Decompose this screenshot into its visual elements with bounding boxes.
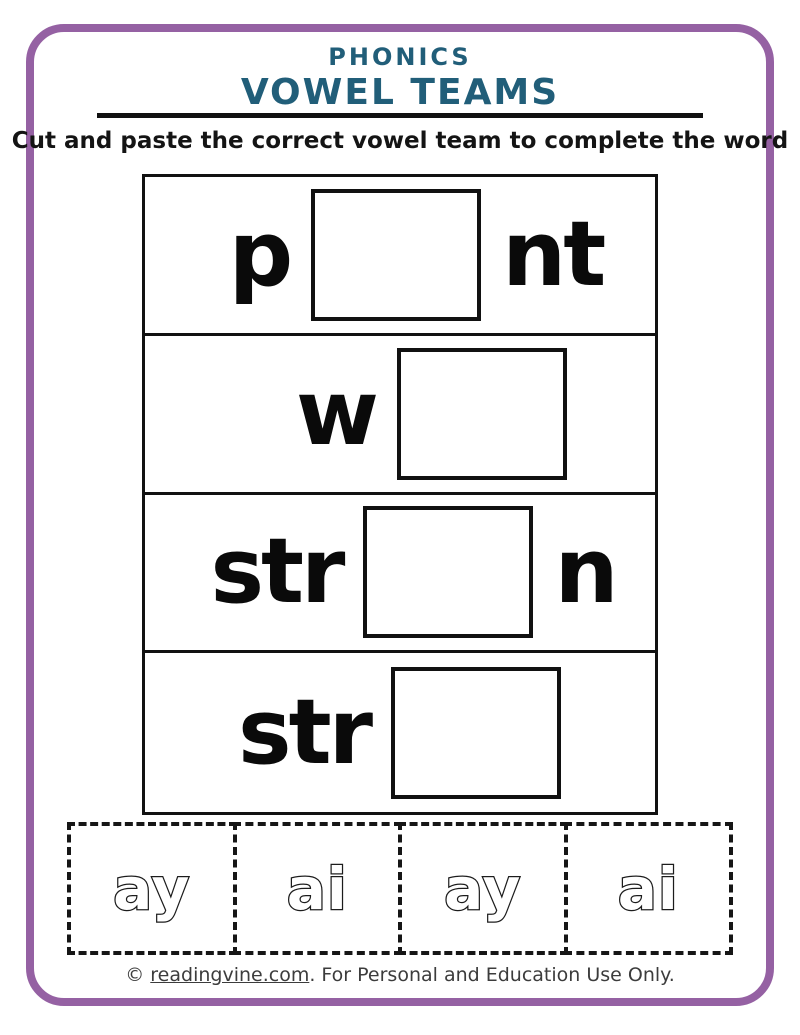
word-row-stray bbox=[145, 653, 655, 812]
word-prefix: str bbox=[210, 519, 343, 625]
word-row-strain bbox=[145, 495, 655, 654]
word-suffix: n bbox=[554, 519, 616, 625]
footer-copyright: © bbox=[125, 964, 151, 986]
tile-letter: ai bbox=[286, 854, 348, 923]
tile-letter: ai bbox=[617, 854, 679, 923]
footer-note: . For Personal and Education Use Only. bbox=[309, 964, 675, 986]
footer-link[interactable]: readingvine.com bbox=[150, 964, 310, 986]
instruction-text: Cut and paste the correct vowel team to complete the word bbox=[11, 128, 789, 154]
kicker-label: PHONICS bbox=[328, 43, 472, 71]
word-prefix: p bbox=[228, 201, 291, 307]
word-row-way bbox=[145, 336, 655, 495]
word-row-content bbox=[229, 189, 604, 321]
answer-tiles-strip bbox=[67, 822, 733, 955]
answer-tile-4[interactable] bbox=[564, 822, 734, 955]
tile-letter: ay bbox=[113, 854, 191, 923]
word-prefix: w bbox=[295, 360, 377, 466]
vowel-team-drop-zone-4[interactable] bbox=[391, 667, 561, 799]
word-prefix: str bbox=[238, 679, 370, 785]
word-row-content bbox=[210, 506, 615, 638]
word-row-paint bbox=[145, 177, 655, 336]
answer-tile-2[interactable] bbox=[233, 822, 403, 955]
vowel-team-drop-zone-2[interactable] bbox=[397, 348, 567, 480]
footer bbox=[0, 964, 800, 986]
word-row-content bbox=[238, 667, 582, 799]
word-table bbox=[142, 174, 658, 815]
tile-letter: ay bbox=[444, 854, 522, 923]
header-divider bbox=[97, 113, 703, 118]
vowel-team-drop-zone-3[interactable] bbox=[363, 506, 533, 638]
answer-tile-3[interactable] bbox=[398, 822, 568, 955]
word-suffix: nt bbox=[502, 201, 604, 307]
answer-tile-1[interactable] bbox=[67, 822, 237, 955]
vowel-team-drop-zone-1[interactable] bbox=[311, 189, 481, 321]
page-title: VOWEL TEAMS bbox=[240, 72, 560, 113]
word-row-content bbox=[296, 348, 588, 480]
